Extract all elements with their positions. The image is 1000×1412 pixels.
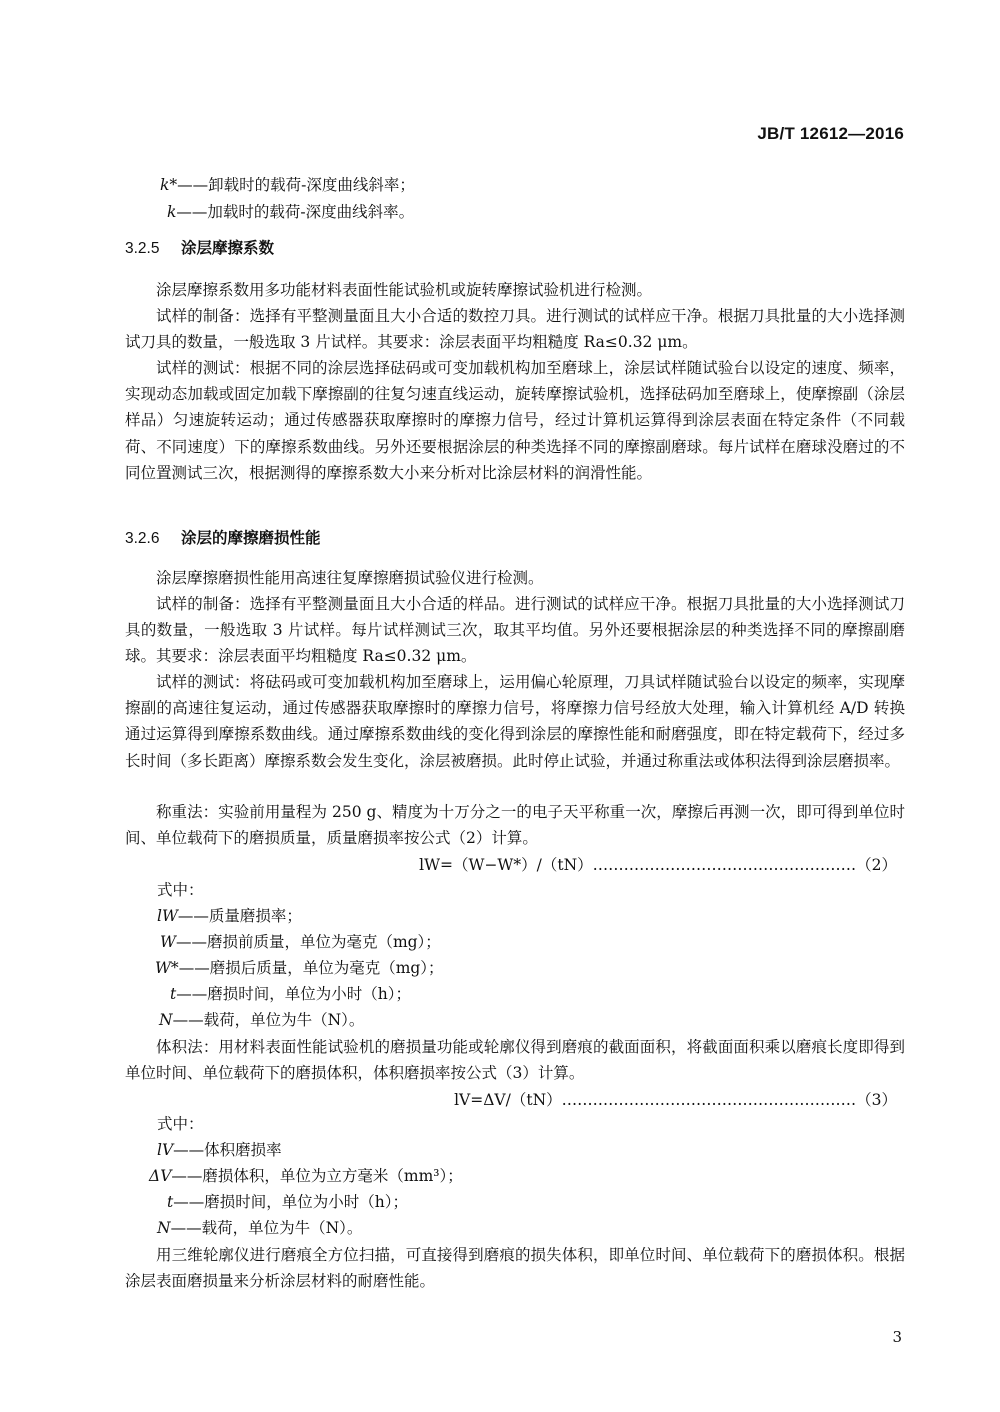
paragraph: 用三维轮廓仪进行磨痕全方位扫描，可直接得到磨痕的损失体积，即单位时间、单位载荷下的磨损体积。根据涂层表面磨损量来分析涂层材料的耐磨性能。 (125, 1246, 905, 1291)
def-line (170, 982, 411, 1006)
def-text: ——磨损时间，单位为小时（h）； (176, 985, 411, 1003)
def-line (159, 1008, 364, 1032)
def-symbol: ΔV (149, 1167, 172, 1185)
def-symbol: W* (155, 959, 179, 977)
def-text: ——卸载时的载荷-深度曲线斜率； (177, 176, 415, 194)
def-text: ——体积磨损率 (173, 1141, 282, 1159)
paragraph: 试样的测试：根据不同的涂层选择砝码或可变加载机构加至磨球上，涂层试样随试验台以设定的速度、频率，实现动态加载或固定加载下摩擦副的往复匀速直线运动，旋转摩擦试验机，选择砝码加至磨球上，使摩擦副（涂层样品）匀速旋转运动；通过传感器获取摩擦时的摩擦力信号，经过计算机运算得到涂层表面在特定条件（不同载荷、不同速度）下的摩擦系数曲线。另外还要根据涂层的种类选择不同的摩擦副磨球。每片试样在磨球没磨过的不同位置测试三次，根据测得的摩擦系数大小来分析对比涂层材料的润滑性能。 (125, 359, 905, 482)
section-title: 涂层摩擦系数 (181, 240, 275, 257)
page-number: 3 (892, 1328, 902, 1346)
def-symbol: N (159, 1011, 173, 1029)
paragraph: 涂层摩擦磨损性能用高速往复摩擦磨损试验仪进行检测。 (156, 569, 544, 587)
def-line (149, 1164, 463, 1188)
paragraph: 称重法：实验前用量程为 250 g、精度为十万分之一的电子天平称重一次，摩擦后再测一次，即可得到单位时间、单位载荷下的磨损质量，质量磨损率按公式（2）计算。 (125, 803, 905, 848)
def-symbol: lV (157, 1141, 174, 1159)
formula-2: lW=（W−W*）/（tN）……………………………………………（2） (419, 856, 897, 874)
def-symbol: t (170, 985, 177, 1003)
where-label: 式中： (157, 881, 204, 899)
def-symbol: t (167, 1193, 174, 1211)
def-text: ——载荷，单位为牛（N）。 (172, 1011, 365, 1029)
def-line (167, 1190, 408, 1214)
def-symbol: k* (160, 176, 178, 194)
def-text: ——质量磨损率； (177, 907, 302, 925)
def-symbol: W (160, 933, 176, 951)
def-text: ——载荷，单位为牛（N）。 (170, 1219, 363, 1237)
document-code: JB/T 12612—2016 (757, 124, 904, 143)
section-heading (125, 527, 321, 551)
def-symbol: N (157, 1219, 171, 1237)
paragraph: 体积法：用材料表面性能试验机的磨损量功能或轮廓仪得到磨痕的截面面积，将截面面积乘以磨痕长度即得到单位时间、单位载荷下的磨损体积，体积磨损率按公式（3）计算。 (125, 1038, 905, 1083)
section-title: 涂层的摩擦磨损性能 (181, 530, 321, 547)
def-line (157, 1138, 282, 1162)
def-line (155, 956, 444, 980)
paragraph: 试样的制备：选择有平整测量面且大小合适的样品。进行测试的试样应干净。根据刀具批量的大小选择测试刀具的数量，一般选取 3 片试样。每片试样测试三次，取其平均值。另外还要根据涂层的种类选择不同的摩擦副磨球。其要求：涂层表面平均粗糙度 Ra≤0.32 μm。 (125, 595, 905, 666)
section-number: 3.2.6 (125, 530, 160, 547)
def-line (167, 200, 414, 224)
def-line (157, 904, 302, 928)
def-text: ——磨损时间，单位为小时（h）； (173, 1193, 408, 1211)
def-text: ——磨损后质量，单位为毫克（mg）； (178, 959, 444, 977)
def-line (157, 1216, 362, 1240)
formula-3: lV=ΔV/（tN）…………………………………………………（3） (454, 1091, 897, 1109)
paragraph: 试样的制备：选择有平整测量面且大小合适的数控刀具。进行测试的试样应干净。根据刀具批量的大小选择测试刀具的数量，一般选取 3 片试样。其要求：涂层表面平均粗糙度 Ra≤0.32 μm。 (125, 307, 905, 352)
def-text: ——加载时的载荷-深度曲线斜率。 (176, 203, 415, 221)
def-line (160, 930, 441, 954)
def-text: ——磨损体积，单位为立方毫米（mm³）； (171, 1167, 463, 1185)
def-text: ——磨损前质量，单位为毫克（mg）； (175, 933, 441, 951)
section-number: 3.2.5 (125, 240, 160, 257)
section-heading (125, 237, 274, 261)
def-line (160, 173, 415, 197)
def-symbol: lW (157, 907, 178, 925)
paragraph: 涂层摩擦系数用多功能材料表面性能试验机或旋转摩擦试验机进行检测。 (156, 281, 653, 299)
def-symbol: k (167, 203, 177, 221)
where-label: 式中： (157, 1115, 204, 1133)
paragraph: 试样的测试：将砝码或可变加载机构加至磨球上，运用偏心轮原理，刀具试样随试验台以设定的频率，实现摩擦副的高速往复运动，通过传感器获取摩擦时的摩擦力信号，将摩擦力信号经放大处理，输入计算机经 A/D 转换通过运算得到摩擦系数曲线。通过摩擦系数曲线的变化得到涂层的摩擦性能和耐磨强度，即在特定载荷下，经过多长时间（多长距离）摩擦系数会发生变化，涂层被磨损。此时停止试验，并通过称重法或体积法得到涂层磨损率。 (125, 673, 905, 770)
